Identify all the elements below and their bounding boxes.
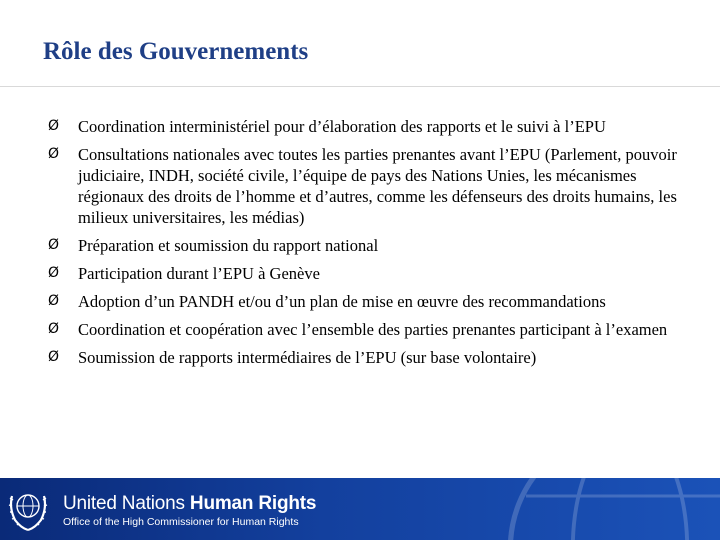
arrow-bullet-icon: Ø: [48, 265, 60, 281]
organization-name: [63, 493, 316, 515]
list-item: [48, 319, 698, 340]
arrow-bullet-icon: Ø: [48, 321, 60, 337]
org-bold: Human Rights: [189, 493, 317, 514]
list-item: [48, 144, 698, 228]
slide-title: Rôle des Gouvernements: [43, 38, 309, 65]
un-emblem-icon: [6, 482, 50, 536]
list-item: [48, 235, 698, 256]
title-divider: [0, 86, 720, 87]
list-item: [48, 347, 698, 368]
bullet-text: Participation durant l’EPU à Genève: [78, 264, 320, 283]
list-item: [48, 263, 698, 284]
bullet-text: Consultations nationales avec toutes les parties prenantes avant l’EPU (Parlement, pouvoir judiciaire, INDH, société civile, l’équipe de pays des Nations Unies, les mécanismes régionaux des droits de l’homme et d’autres, comme les défenseurs des droits humains, les milieux universitaires, les médias): [78, 145, 677, 227]
bullet-text: Soumission de rapports intermédiaires de l’EPU (sur base volontaire): [78, 348, 537, 367]
globe-watermark-icon: [500, 478, 720, 540]
list-item: [48, 291, 698, 312]
list-item: [48, 116, 698, 137]
bullet-list: [48, 116, 698, 375]
arrow-bullet-icon: Ø: [48, 349, 60, 365]
arrow-bullet-icon: Ø: [48, 118, 60, 134]
org-prefix: United Nations: [63, 493, 185, 514]
bullet-text: Adoption d’un PANDH et/ou d’un plan de mise en œuvre des recommandations: [78, 292, 606, 311]
footer-banner: [0, 478, 720, 540]
bullet-text: Préparation et soumission du rapport national: [78, 236, 379, 255]
arrow-bullet-icon: Ø: [48, 237, 60, 253]
arrow-bullet-icon: Ø: [48, 146, 60, 162]
bullet-text: Coordination et coopération avec l’ensemble des parties prenantes participant à l’examen: [78, 320, 668, 339]
bullet-text: Coordination interministériel pour d’élaboration des rapports et le suivi à l’EPU: [78, 117, 606, 136]
arrow-bullet-icon: Ø: [48, 293, 60, 309]
office-name: Office of the High Commissioner for Human Rights: [63, 516, 299, 528]
